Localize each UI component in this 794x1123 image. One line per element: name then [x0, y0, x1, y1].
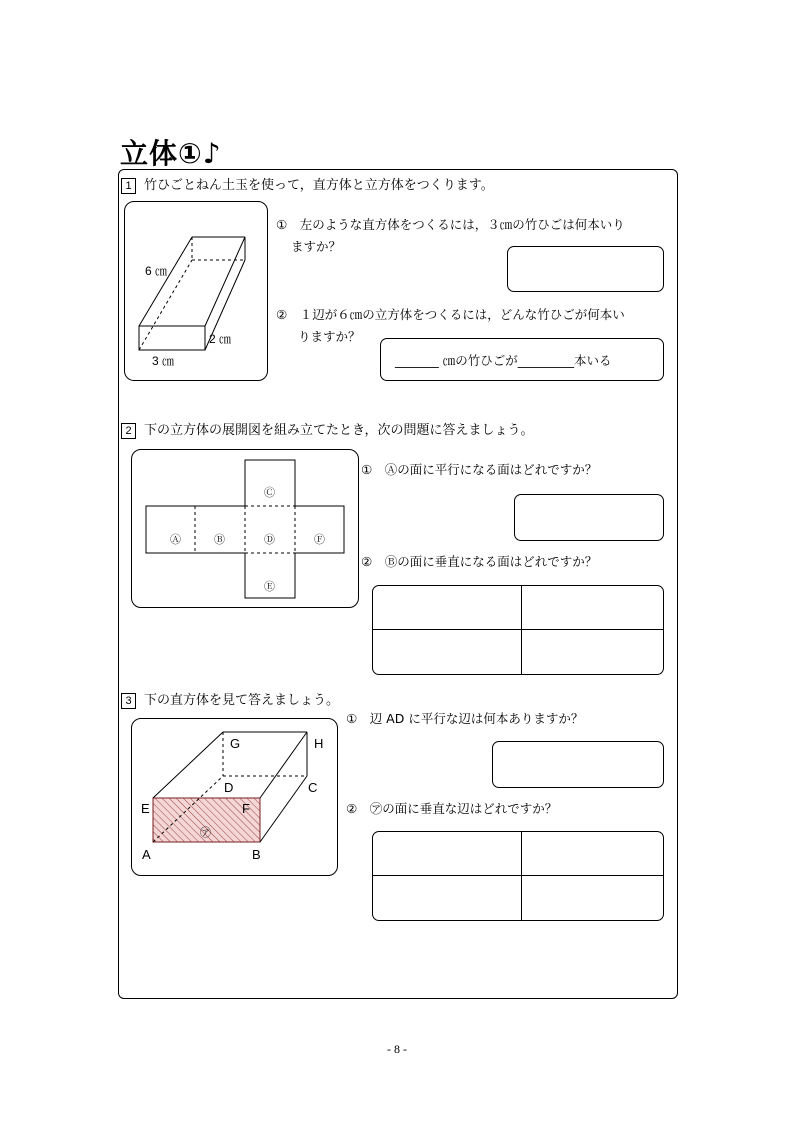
length-3-label: 3 ㎝: [152, 354, 175, 368]
page-title: 立体①♪: [120, 137, 222, 170]
vertex-e: E: [141, 801, 150, 816]
s3-question-2: ② ㋐の面に垂直な辺はどれですか？: [346, 801, 558, 816]
vertex-g: G: [230, 736, 241, 751]
blank-length[interactable]: _______: [395, 353, 439, 368]
face-e-label: Ⓔ: [264, 581, 275, 593]
answer-text-mid: ㎝の竹ひごが: [442, 353, 518, 368]
vertex-d: D: [224, 780, 234, 795]
vertex-f: F: [242, 801, 250, 816]
grid-divider: [373, 629, 663, 630]
grid-divider: [521, 586, 522, 674]
grid-divider: [373, 875, 663, 876]
length-2-label: 2 ㎝: [209, 332, 232, 346]
face-b-label: Ⓑ: [214, 534, 225, 546]
vertex-b: B: [252, 847, 261, 862]
section-3-heading: [121, 689, 339, 709]
vertex-c: C: [308, 780, 318, 795]
s3-q2-answer-grid[interactable]: [372, 831, 664, 921]
face-a-label: Ⓐ: [170, 534, 181, 546]
s1-q2-line1: ② １辺が６㎝の立方体をつくるには，どんな竹ひごが何本い: [276, 307, 625, 322]
section-number: 2: [121, 423, 136, 439]
prism-figure: [131, 718, 338, 876]
answer-text-end: 本いる: [574, 353, 612, 368]
section-2-text: 下の立方体の展開図を組み立てたとき，次の問題に答えましょう。: [144, 423, 534, 438]
cuboid-drawing: [125, 202, 267, 380]
face-c-label: Ⓒ: [264, 487, 275, 499]
section-1-heading: [121, 174, 494, 194]
blank-count[interactable]: _________: [517, 353, 574, 368]
cuboid-figure: [124, 201, 268, 381]
s1-q1-line1: ① 左のような直方体をつくるには，３㎝の竹ひごは何本いり: [276, 217, 625, 232]
s1-q2-answer-template: [395, 351, 612, 369]
page-number: - 8 -: [387, 1042, 407, 1056]
section-3-text: 下の直方体を見て答えましょう。: [144, 693, 340, 708]
prism-drawing: [132, 719, 337, 875]
section-1-text: 竹ひごとねん土玉を使って，直方体と立方体をつくります。: [144, 178, 494, 193]
s3-q1-answer-box[interactable]: [492, 741, 664, 788]
s2-question-2: ② Ⓑの面に垂直になる面はどれですか？: [361, 554, 598, 569]
grid-divider: [521, 832, 522, 920]
vertex-h: H: [314, 736, 324, 751]
s3-question-1: ① 辺 AD に平行な辺は何本ありますか？: [346, 711, 584, 726]
face-mark: ㋐: [200, 827, 211, 839]
s1-q1-answer-box[interactable]: [507, 246, 664, 292]
s2-question-1: ① Ⓐの面に平行になる面はどれですか？: [361, 462, 598, 477]
s1-q2-line2: りますか？: [298, 329, 361, 344]
vertex-a: A: [142, 847, 151, 862]
cube-net-drawing: [132, 450, 358, 607]
s2-q2-answer-grid[interactable]: [372, 585, 664, 675]
section-number: 3: [121, 693, 136, 709]
section-number: 1: [121, 178, 136, 194]
s2-q1-answer-box[interactable]: [514, 494, 664, 541]
face-d-label: Ⓓ: [264, 534, 275, 546]
face-f-label: Ⓕ: [314, 534, 325, 546]
s1-q1-line2: ますか？: [291, 239, 342, 254]
section-2-heading: [121, 419, 533, 439]
length-6-label: 6 ㎝: [145, 264, 168, 278]
cube-net-figure: [131, 449, 359, 608]
s1-q2-answer-box[interactable]: [380, 338, 664, 381]
